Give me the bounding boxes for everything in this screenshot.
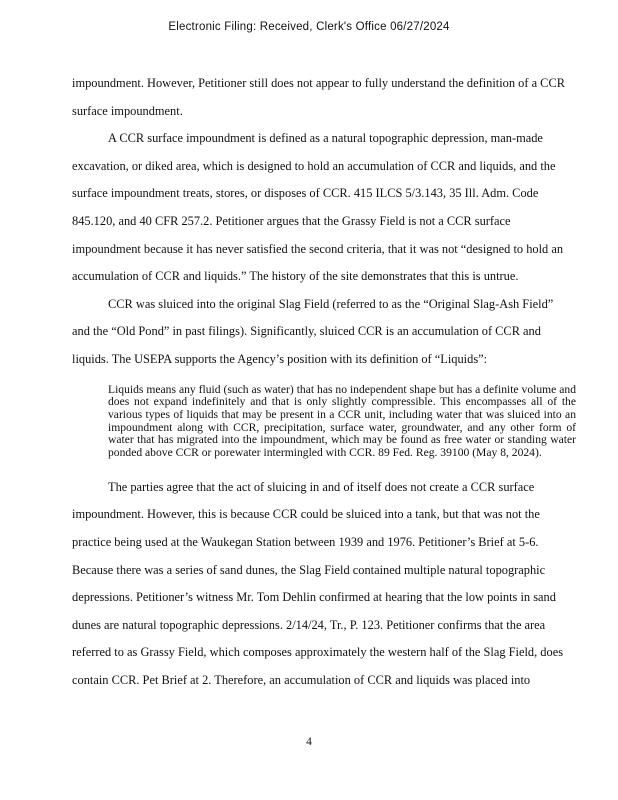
filing-stamp-header: Electronic Filing: Received, Clerk's Office 06/27/2024 xyxy=(168,21,450,33)
paragraph-argument: The parties agree that the act of sluicing in and of itself does not create a CCR surface impoundment. However, this is because CCR could be sluiced into a tank, but that was not the practice being used at the Waukegan Station between 1939 and 1976. Petitioner’s Brief at 5-6. Because there was a series of sand dunes, the Slag Field contained multiple natural topographic depressions. Petitioner’s witness Mr. Tom Dehlin confirmed at hearing that the low points in sand dunes are natural topographic depressions. 2/14/24, Tr., P. 123. Petitioner confirms that the area referred to as Grassy Field, which composes approximately the western half of the Slag Field, does contain CCR. Pet Brief at 2. Therefore, an accumulation of CCR and liquids was placed into xyxy=(72,479,564,687)
paragraph-definition: A CCR surface impoundment is defined as a natural topographic depression, man-made excavation, or diked area, which is designed to hold an accumulation of CCR and liquids, and the surface impoundment treats, stores, or disposes of CCR. 415 ILCS 5/3.143, 35 Ill. Adm. Code 845.120, and 40 CFR 257.2. Petitioner argues that the Grassy Field is not a CCR surface impoundment because it has never satisfied the second criteria, that it was not “designed to hold an accumulation of CCR and liquids.” The history of the site demonstrates that this is untrue. xyxy=(72,131,564,284)
document-body xyxy=(72,70,576,695)
page-number: 4 xyxy=(306,736,312,748)
block-quote-liquids-definition: Liquids means any fluid (such as water) that has no independent shape but has a definite volume and does not expand indefinitely and that is only slightly compressible. This encompasses all of the various types of liquids that may be present in a CCR unit, including water that was sluiced into an impoundment along with CCR, precipitation, surface water, groundwater, and any other form of water that has migrated into the impoundment, which may be found as free water or standing water ponded above CCR or porewater intermingled with CCR. 89 Fed. Reg. 39100 (May 8, 2024). xyxy=(108,382,576,460)
paragraph-continuation: impoundment. However, Petitioner still does not appear to fully understand the definition of a CCR surface impoundment. xyxy=(72,76,565,118)
paragraph-sluicing-history: CCR was sluiced into the original Slag Field (referred to as the “Original Slag-Ash Field” and the “Old Pond” in past filings). Significantly, sluiced CCR is an accumulation of CCR and liquids. The USEPA supports the Agency’s position with its definition of “Liquids”: xyxy=(72,296,554,366)
